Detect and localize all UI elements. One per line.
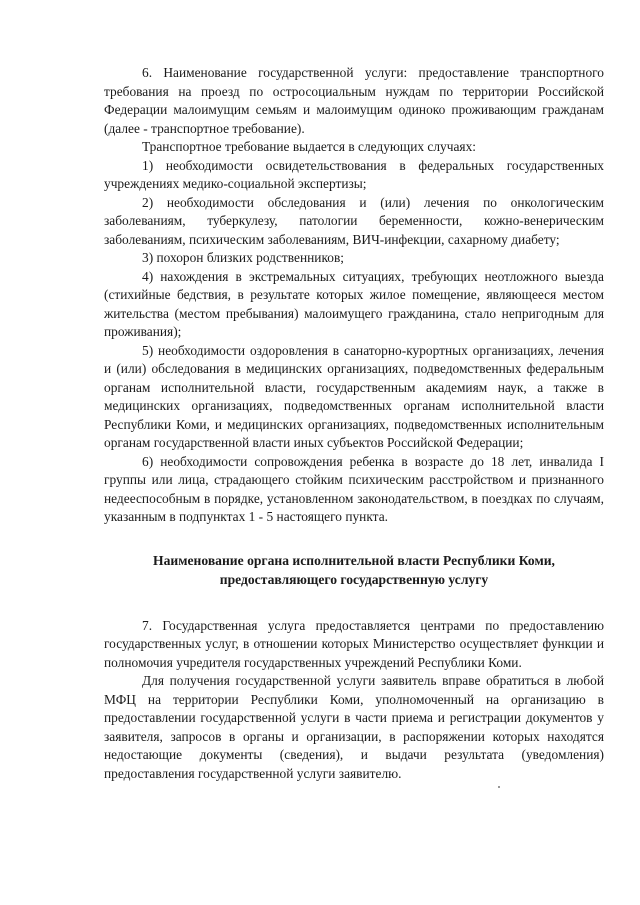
paragraph-case-3: 3) похорон близких родственников; [142, 250, 345, 265]
paragraph-case-5: 5) необходимости оздоровления в санаторно-курортных организациях, лечения и (или) обследования в медицинских организациях, подведомственных федеральным органам исполнительной власти, государственным академиям наук, а также в медицинских организациях, подведомственных органам исполнительной власти Республики Коми, и медицинских организациях, подведомственных исполнительным органам государственной власти иных субъектов Российской Федерации; [104, 342, 604, 450]
document-page [104, 64, 604, 783]
paragraph-item-7: 7. Государственная услуга предоставляется центрами по предоставлению государственных услуг, в отношении которых Министерство осуществляет функции и полномочия учредителя государственных учреждений Республики Коми. [104, 617, 604, 670]
section-heading-line-2: предоставляющего государственную услугу [219, 571, 489, 587]
section-heading [104, 551, 604, 589]
paragraph-mfc: Для получения государственной услуги заявитель вправе обратиться в любой МФЦ на территории Республики Коми, уполномоченный на организацию в предоставлении государственной услуги в части приема и регистрации документов у заявителя, запросов в органы и организации, в распоряжении которых находятся недостающие документы (сведения), и выдачи результата (уведомления) предоставления государственной услуги заявителю. [104, 673, 604, 781]
paragraph-case-1: 1) необходимости освидетельствования в федеральных государственных учреждениях медико-социальной экспертизы; [104, 157, 604, 191]
paragraph-case-6: 6) необходимости сопровождения ребенка в возрасте до 18 лет, инвалида I группы или лица, страдающего стойким психическим расстройством и признанного недееспособным в порядке, установленном законодательством, в поездках по случаям, указанным в подпунктах 1 - 5 настоящего пункта. [104, 453, 604, 524]
paragraph-cases-intro: Транспортное требование выдается в следующих случаях: [142, 139, 476, 154]
paragraph-item-6: 6. Наименование государственной услуги: предоставление транспортного требования на проезд по остросоциальным нуждам по территории Российской Федерации малоимущим семьям и малоимущим одиноко проживающим гражданам (далее - транспортное требование). [104, 65, 604, 136]
scan-speck [498, 786, 500, 788]
paragraph-case-2: 2) необходимости обследования и (или) лечения по онкологическим заболеваниям, туберкулезу, патологии беременности, кожно-венерическим заболеваниям, психическим заболеваниям, ВИЧ-инфекции, сахарному диабету; [104, 194, 604, 247]
section-heading-line-1: Наименование органа исполнительной власти Республики Коми, [153, 552, 555, 568]
paragraph-case-4: 4) нахождения в экстремальных ситуациях, требующих неотложного выезда (стихийные бедствия, в результате которых жилое помещение, являющееся местом жительства (местом пребывания) малоимущего гражданина, стало непригодным для проживания); [104, 268, 604, 339]
